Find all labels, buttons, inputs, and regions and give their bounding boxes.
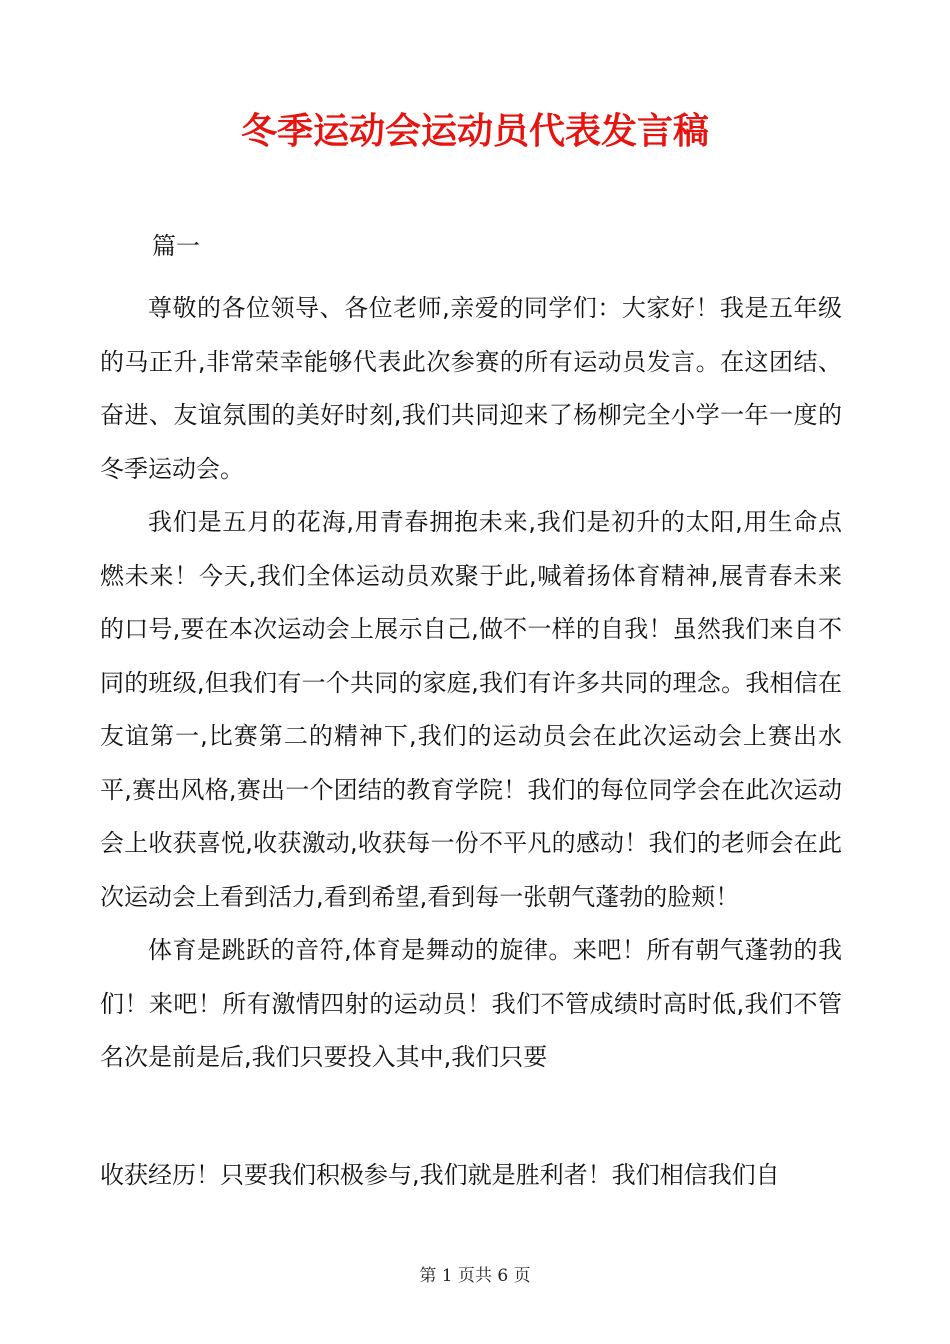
page-footer: 第 1 页共 6 页: [419, 1266, 531, 1286]
paragraph-1: 尊敬的各位领导、各位老师,亲爱的同学们：大家好！我是五年级的马正升,非常荣幸能够代表此次参赛的所有运动员发言。在这团结、奋进、友谊氛围的美好时刻,我们共同迎来了杨柳完全小学一年一度的冬季运动会。: [100, 294, 842, 483]
paragraph-3: 体育是跳跃的音符,体育是舞动的旋律。来吧！所有朝气蓬勃的我们！来吧！所有激情四射的运动员！我们不管成绩时高时低,我们不管名次是前是后,我们只要投入其中,我们只要: [100, 936, 842, 1071]
section-heading: 篇一: [152, 232, 200, 260]
paragraph-2: 我们是五月的花海,用青春拥抱未来,我们是初升的太阳,用生命点燃未来！今天,我们全体运动员欢聚于此,喊着扬体育精神,展青春未来的口号,要在本次运动会上展示自己,做不一样的自我！虽然我们来自不同的班级,但我们有一个共同的家庭,我们有许多共同的理念。我相信在友谊第一,比赛第二的精神下,我们的运动员会在此次运动会上赛出水平,赛出风格,赛出一个团结的教育学院！我们的每位同学会在此次运动会上收获喜悦,收获激动,收获每一份不平凡的感动！我们的老师会在此次运动会上看到活力,看到希望,看到每一张朝气蓬勃的脸颊！: [100, 508, 842, 911]
continuation-line: 收获经历！只要我们积极参与,我们就是胜利者！我们相信我们自: [100, 1161, 780, 1189]
document-title: 冬季运动会运动员代表发言稿: [240, 111, 709, 152]
body-text: [100, 282, 842, 1085]
